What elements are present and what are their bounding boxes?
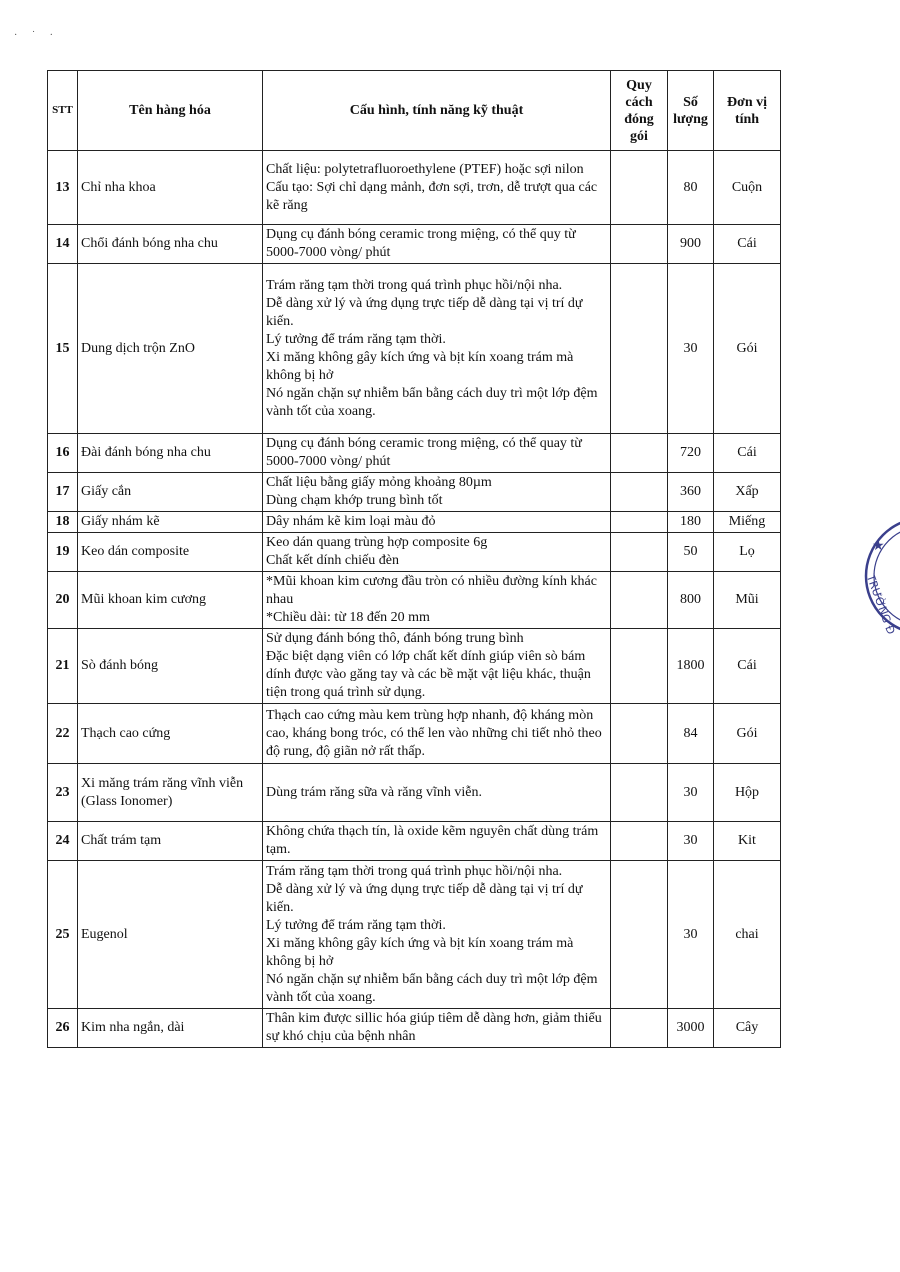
header-stt: STT: [48, 71, 78, 151]
cell-spec: Keo dán quang trùng hợp composite 6g Chất kết dính chiếu đèn: [263, 533, 611, 572]
cell-unit: Cây: [714, 1009, 781, 1048]
cell-unit: Cái: [714, 225, 781, 264]
cell-qty: 80: [668, 151, 714, 225]
table-body: [48, 151, 781, 1048]
cell-name: Dung dịch trộn ZnO: [78, 264, 263, 434]
cell-name: Sò đánh bóng: [78, 629, 263, 704]
table-row: [48, 572, 781, 629]
cell-qty: 800: [668, 572, 714, 629]
cell-pack: [611, 1009, 668, 1048]
cell-spec: Trám răng tạm thời trong quá trình phục hồi/nội nha. Dễ dàng xử lý và ứng dụng trực tiếp dễ dàng tại vị trí dự kiến. Lý tưởng để trám răng tạm thời. Xi măng không gây kích ứng và bịt kín xoang trám mà không bị hở Nó ngăn chặn sự nhiễm bẩn bằng cách duy trì một lớp đệm vành tốt của xoang.: [263, 861, 611, 1009]
cell-stt: 23: [48, 764, 78, 822]
cell-spec: Chất liệu: polytetrafluoroethylene (PTEF) hoặc sợi nilon Cấu tạo: Sợi chỉ dạng mảnh, đơn sợi, trơn, dễ trượt qua các kẽ răng: [263, 151, 611, 225]
cell-unit: chai: [714, 861, 781, 1009]
cell-name: Đài đánh bóng nha chu: [78, 434, 263, 473]
table-row: [48, 434, 781, 473]
cell-spec: Trám răng tạm thời trong quá trình phục hồi/nội nha. Dễ dàng xử lý và ứng dụng trực tiếp dễ dàng tại vị trí dự kiến. Lý tưởng để trám răng tạm thời. Xi măng không gây kích ứng và bịt kín xoang trám mà không bị hở Nó ngăn chặn sự nhiễm bẩn bằng cách duy trì một lớp đệm vành tốt của xoang.: [263, 264, 611, 434]
cell-qty: 360: [668, 473, 714, 512]
cell-stt: 13: [48, 151, 78, 225]
cell-stt: 26: [48, 1009, 78, 1048]
cell-stt: 25: [48, 861, 78, 1009]
cell-spec: Dây nhám kẽ kim loại màu đỏ: [263, 512, 611, 533]
cell-name: Chỉ nha khoa: [78, 151, 263, 225]
header-unit: Đơn vị tính: [714, 71, 781, 151]
cell-stt: 17: [48, 473, 78, 512]
cell-name: Kim nha ngắn, dài: [78, 1009, 263, 1048]
table-header-row: [48, 71, 781, 151]
cell-unit: Cuộn: [714, 151, 781, 225]
cell-unit: Miếng: [714, 512, 781, 533]
cell-unit: Xấp: [714, 473, 781, 512]
table-row: [48, 1009, 781, 1048]
cell-pack: [611, 764, 668, 822]
cell-qty: 30: [668, 764, 714, 822]
cell-name: Chất trám tạm: [78, 822, 263, 861]
header-pack: Quy cách đóng gói: [611, 71, 668, 151]
table-row: [48, 512, 781, 533]
cell-stt: 16: [48, 434, 78, 473]
header-name: Tên hàng hóa: [78, 71, 263, 151]
cell-qty: 30: [668, 264, 714, 434]
cell-stt: 22: [48, 704, 78, 764]
cell-pack: [611, 473, 668, 512]
cell-pack: [611, 704, 668, 764]
table-row: [48, 629, 781, 704]
cell-pack: [611, 572, 668, 629]
svg-text:★: ★: [872, 538, 885, 554]
cell-pack: [611, 822, 668, 861]
cell-qty: 900: [668, 225, 714, 264]
cell-pack: [611, 861, 668, 1009]
cell-qty: 30: [668, 861, 714, 1009]
official-seal: [858, 498, 900, 658]
cell-stt: 20: [48, 572, 78, 629]
cell-unit: Cái: [714, 629, 781, 704]
table-row: [48, 533, 781, 572]
scan-specks: · ˙ ·: [14, 30, 59, 41]
cell-spec: Dùng trám răng sữa và răng vĩnh viễn.: [263, 764, 611, 822]
cell-qty: 3000: [668, 1009, 714, 1048]
cell-name: Giấy nhám kẽ: [78, 512, 263, 533]
cell-name: Xi măng trám răng vĩnh viễn (Glass Ionomer): [78, 764, 263, 822]
cell-name: Mũi khoan kim cương: [78, 572, 263, 629]
table-row: [48, 764, 781, 822]
cell-qty: 30: [668, 822, 714, 861]
table-row: [48, 822, 781, 861]
cell-pack: [611, 533, 668, 572]
cell-unit: Kit: [714, 822, 781, 861]
cell-name: Giấy cắn: [78, 473, 263, 512]
table-row: [48, 151, 781, 225]
cell-name: Chổi đánh bóng nha chu: [78, 225, 263, 264]
table-row: [48, 704, 781, 764]
cell-spec: Sử dụng đánh bóng thô, đánh bóng trung bình Đặc biệt dạng viên có lớp chất kết dính giúp viên sò bám dính được vào găng tay và các bề mặt vật liệu khác, thuận tiện trong quá trình sử dụng.: [263, 629, 611, 704]
cell-spec: Không chứa thạch tín, là oxide kẽm nguyên chất dùng trám tạm.: [263, 822, 611, 861]
svg-text:TRƯỜNG Đ: TRƯỜNG Đ: [863, 572, 898, 637]
cell-stt: 24: [48, 822, 78, 861]
cell-qty: 84: [668, 704, 714, 764]
cell-spec: Dụng cụ đánh bóng ceramic trong miệng, có thể quay từ 5000-7000 vòng/ phút: [263, 434, 611, 473]
cell-spec: *Mũi khoan kim cương đầu tròn có nhiều đường kính khác nhau *Chiều dài: từ 18 đến 20 mm: [263, 572, 611, 629]
cell-pack: [611, 434, 668, 473]
cell-name: Eugenol: [78, 861, 263, 1009]
cell-qty: 180: [668, 512, 714, 533]
table-row: [48, 225, 781, 264]
cell-unit: Cái: [714, 434, 781, 473]
cell-qty: 1800: [668, 629, 714, 704]
cell-unit: Hộp: [714, 764, 781, 822]
cell-pack: [611, 512, 668, 533]
cell-qty: 720: [668, 434, 714, 473]
cell-unit: Lọ: [714, 533, 781, 572]
cell-unit: Mũi: [714, 572, 781, 629]
cell-stt: 18: [48, 512, 78, 533]
cell-pack: [611, 225, 668, 264]
cell-name: Thạch cao cứng: [78, 704, 263, 764]
cell-unit: Gói: [714, 704, 781, 764]
table-row: [48, 264, 781, 434]
cell-stt: 21: [48, 629, 78, 704]
cell-pack: [611, 629, 668, 704]
cell-spec: Chất liệu bằng giấy mỏng khoảng 80µm Dùng chạm khớp trung bình tốt: [263, 473, 611, 512]
header-qty: Số lượng: [668, 71, 714, 151]
cell-pack: [611, 264, 668, 434]
cell-name: Keo dán composite: [78, 533, 263, 572]
cell-spec: Thân kim được sillic hóa giúp tiêm dễ dàng hơn, giảm thiểu sự khó chịu của bệnh nhân: [263, 1009, 611, 1048]
cell-stt: 19: [48, 533, 78, 572]
cell-spec: Dụng cụ đánh bóng ceramic trong miệng, có thể quy từ 5000-7000 vòng/ phút: [263, 225, 611, 264]
cell-pack: [611, 151, 668, 225]
goods-table: [47, 70, 781, 1048]
table-row: [48, 861, 781, 1009]
header-spec: Cấu hình, tính năng kỹ thuật: [263, 71, 611, 151]
cell-stt: 14: [48, 225, 78, 264]
cell-stt: 15: [48, 264, 78, 434]
cell-spec: Thạch cao cứng màu kem trùng hợp nhanh, độ kháng mòn cao, kháng bong tróc, có thể len vào những chi tiết nhỏ theo độ rung, độ giãn nở rất thấp.: [263, 704, 611, 764]
cell-unit: Gói: [714, 264, 781, 434]
table-row: [48, 473, 781, 512]
cell-qty: 50: [668, 533, 714, 572]
